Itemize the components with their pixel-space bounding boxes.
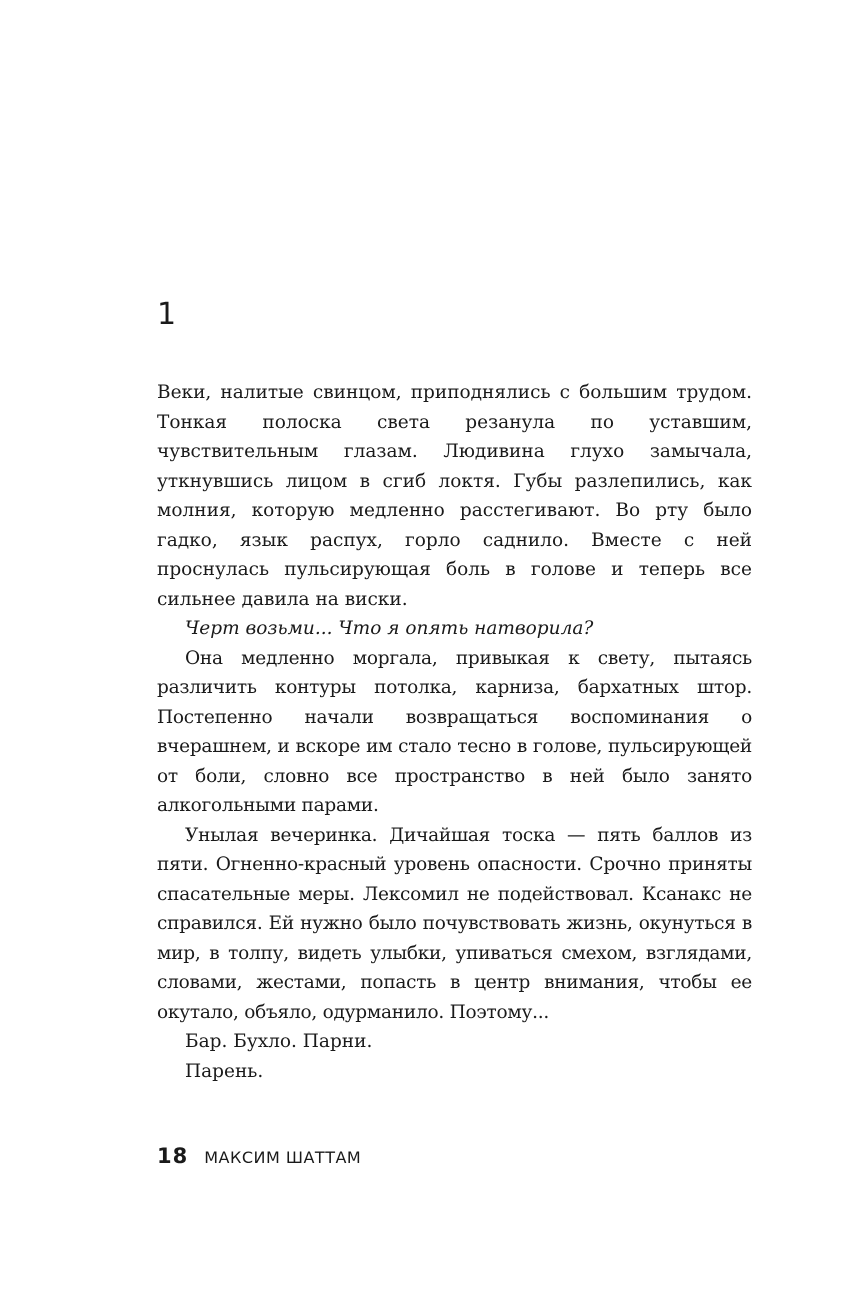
paragraph-party: Унылая вечеринка. Дичайшая тоска — пять баллов из пяти. Огненно-красный уровень опасности. Срочно приняты спасательные меры. Лексомил не подействовал. Ксанакс не справился. Ей нужно было почувствовать жизнь, окунуться в мир, в толпу, видеть улыбки, упиваться смехом, взглядами, словами, жестами, попасть в центр внимания, чтобы ее окутало, объяло, одурманило. Поэтому... [157, 824, 752, 1023]
page-number: 18 [157, 1144, 189, 1168]
paragraph-opening: Веки, налитые свинцом, приподнялись с большим трудом. Тонкая полоска света резанула по уставшим, чувствительным глазам. Людивина глухо замычала, уткнувшись лицом в сгиб локтя. Губы разлепились, как молния, которую медленно расстегивают. Во рту было гадко, язык распух, горло саднило. Вместе с ней проснулась пульсирующая боль в голове и теперь все сильнее давила на виски. [157, 382, 752, 610]
paragraph-bar: Бар. Бухло. Парни. [185, 1031, 373, 1052]
running-head-author: МАКСИМ ШАТТАМ [204, 1148, 362, 1167]
paragraph-guy: Парень. [185, 1060, 264, 1082]
chapter-text [157, 378, 752, 1086]
chapter-number: 1 [157, 297, 177, 332]
paragraph-waking: Она медленно моргала, привыкая к свету, пытаясь различить контуры потолка, карниза, бархатных штор. Постепенно начали возвращаться воспоминания о вчерашнем, и вскоре им стало тесно в голове, пульсирующей от боли, словно все пространство в ней было занято алкогольными парами. [157, 647, 752, 816]
page-footer [157, 1144, 361, 1168]
paragraph-inner-thought: Черт возьми... Что я опять натворила? [185, 618, 594, 639]
